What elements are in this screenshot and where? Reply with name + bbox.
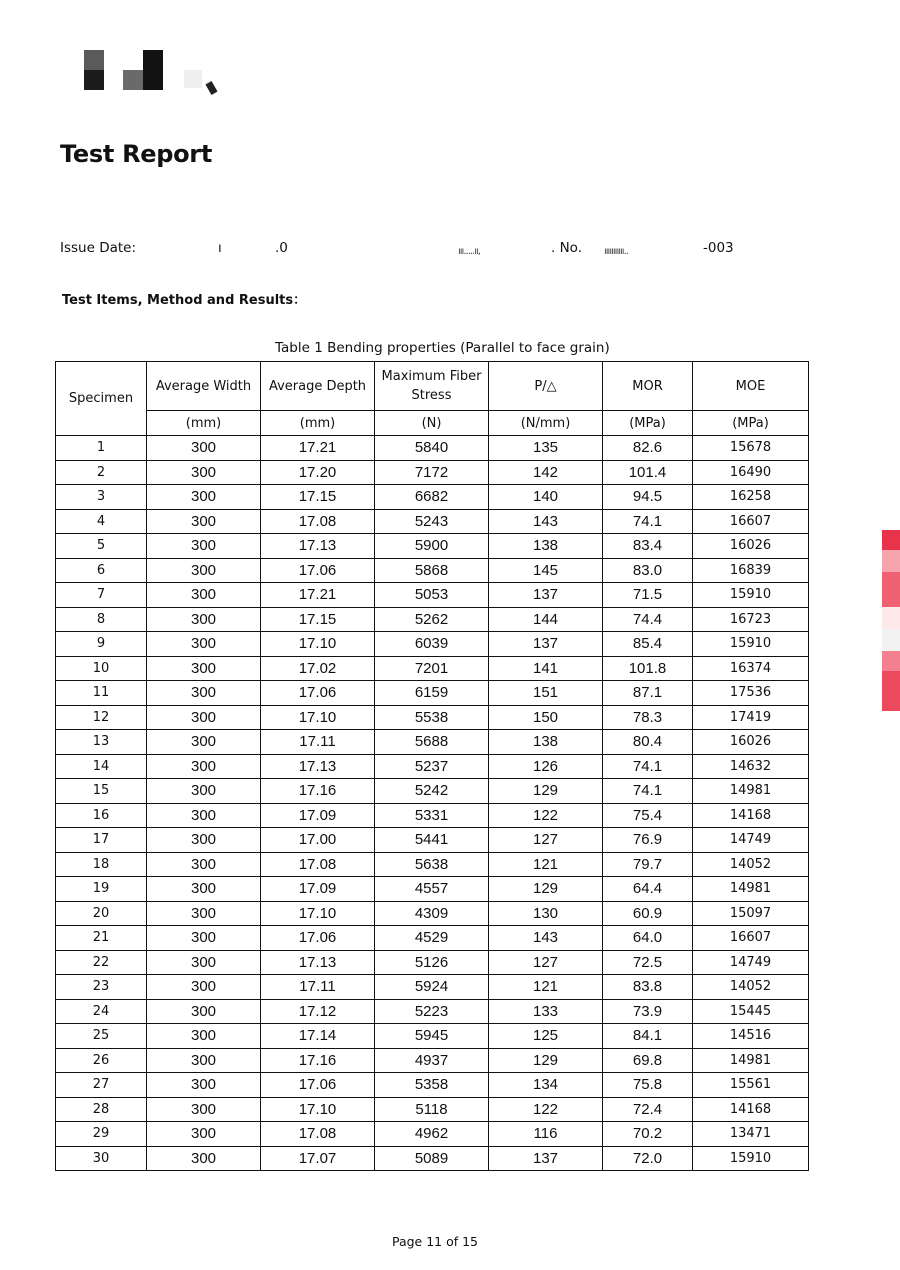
table-row	[56, 1122, 809, 1147]
max-fiber-stress-cell: 5441	[375, 828, 489, 853]
table-row	[56, 436, 809, 461]
max-fiber-stress-cell: 4557	[375, 877, 489, 902]
p-delta-cell: 135	[489, 436, 603, 461]
red-stamp-fragment	[882, 530, 900, 715]
table-row	[56, 730, 809, 755]
average-depth-cell: 17.10	[261, 705, 375, 730]
moe-cell: 14981	[693, 779, 809, 804]
mor-cell: 83.8	[603, 975, 693, 1000]
column-header-average-width: Average Width	[147, 362, 261, 411]
moe-cell: 16026	[693, 534, 809, 559]
max-fiber-stress-cell: 5053	[375, 583, 489, 608]
average-depth-cell: 17.10	[261, 632, 375, 657]
mor-cell: 69.8	[603, 1048, 693, 1073]
p-delta-cell: 151	[489, 681, 603, 706]
specimen-cell: 17	[56, 828, 147, 853]
mor-cell: 78.3	[603, 705, 693, 730]
max-fiber-stress-cell: 5358	[375, 1073, 489, 1098]
p-delta-cell: 130	[489, 901, 603, 926]
column-header-average-depth: Average Depth	[261, 362, 375, 411]
p-delta-cell: 134	[489, 1073, 603, 1098]
moe-cell: 15445	[693, 999, 809, 1024]
mor-cell: 75.8	[603, 1073, 693, 1098]
table-row	[56, 975, 809, 1000]
table-row	[56, 901, 809, 926]
average-depth-cell: 17.08	[261, 509, 375, 534]
moe-cell: 14168	[693, 1097, 809, 1122]
specimen-cell: 1	[56, 436, 147, 461]
mor-cell: 101.8	[603, 656, 693, 681]
average-width-cell: 300	[147, 436, 261, 461]
moe-cell: 16839	[693, 558, 809, 583]
p-delta-cell: 150	[489, 705, 603, 730]
moe-cell: 14516	[693, 1024, 809, 1049]
table-row	[56, 754, 809, 779]
mor-cell: 75.4	[603, 803, 693, 828]
average-width-cell: 300	[147, 509, 261, 534]
max-fiber-stress-cell: 4962	[375, 1122, 489, 1147]
mor-cell: 79.7	[603, 852, 693, 877]
column-header-mor: MOR	[603, 362, 693, 411]
max-fiber-stress-cell: 5243	[375, 509, 489, 534]
table-row	[56, 828, 809, 853]
bending-properties-table	[55, 361, 809, 1171]
issue-date-value-fragment: ı	[218, 240, 222, 256]
report-no-label: . No.	[551, 240, 582, 256]
average-depth-cell: 17.10	[261, 901, 375, 926]
unit-max-fiber-stress: (N)	[375, 411, 489, 436]
moe-cell: 16607	[693, 926, 809, 951]
max-fiber-stress-cell: 5223	[375, 999, 489, 1024]
moe-cell: 14632	[693, 754, 809, 779]
average-depth-cell: 17.07	[261, 1146, 375, 1171]
specimen-cell: 27	[56, 1073, 147, 1098]
moe-cell: 16374	[693, 656, 809, 681]
company-logo	[84, 50, 224, 100]
mor-cell: 72.0	[603, 1146, 693, 1171]
average-depth-cell: 17.20	[261, 460, 375, 485]
p-delta-cell: 121	[489, 852, 603, 877]
mor-cell: 83.4	[603, 534, 693, 559]
max-fiber-stress-cell: 6159	[375, 681, 489, 706]
max-fiber-stress-cell: 4529	[375, 926, 489, 951]
max-fiber-stress-cell: 5262	[375, 607, 489, 632]
mor-cell: 64.4	[603, 877, 693, 902]
table-row	[56, 583, 809, 608]
p-delta-cell: 122	[489, 1097, 603, 1122]
p-delta-cell: 143	[489, 926, 603, 951]
average-width-cell: 300	[147, 681, 261, 706]
average-depth-cell: 17.06	[261, 926, 375, 951]
specimen-cell: 10	[56, 656, 147, 681]
average-depth-cell: 17.08	[261, 852, 375, 877]
max-fiber-stress-cell: 6682	[375, 485, 489, 510]
average-depth-cell: 17.10	[261, 1097, 375, 1122]
report-no-suffix: -003	[703, 240, 734, 256]
issue-date-value-fragment: .0	[275, 240, 288, 256]
average-width-cell: 300	[147, 1146, 261, 1171]
moe-cell: 15561	[693, 1073, 809, 1098]
average-depth-cell: 17.16	[261, 1048, 375, 1073]
specimen-cell: 20	[56, 901, 147, 926]
moe-cell: 16026	[693, 730, 809, 755]
average-depth-cell: 17.14	[261, 1024, 375, 1049]
average-width-cell: 300	[147, 852, 261, 877]
average-width-cell: 300	[147, 975, 261, 1000]
mor-cell: 83.0	[603, 558, 693, 583]
max-fiber-stress-cell: 5126	[375, 950, 489, 975]
average-width-cell: 300	[147, 460, 261, 485]
moe-cell: 16723	[693, 607, 809, 632]
average-width-cell: 300	[147, 950, 261, 975]
p-delta-cell: 137	[489, 632, 603, 657]
average-width-cell: 300	[147, 558, 261, 583]
mor-cell: 94.5	[603, 485, 693, 510]
unit-mor: (MPa)	[603, 411, 693, 436]
max-fiber-stress-cell: 7172	[375, 460, 489, 485]
moe-cell: 17419	[693, 705, 809, 730]
p-delta-cell: 137	[489, 583, 603, 608]
p-delta-cell: 127	[489, 950, 603, 975]
mor-cell: 76.9	[603, 828, 693, 853]
p-delta-cell: 142	[489, 460, 603, 485]
specimen-cell: 29	[56, 1122, 147, 1147]
average-width-cell: 300	[147, 877, 261, 902]
specimen-cell: 18	[56, 852, 147, 877]
p-delta-cell: 145	[489, 558, 603, 583]
max-fiber-stress-cell: 5840	[375, 436, 489, 461]
average-depth-cell: 17.09	[261, 803, 375, 828]
p-delta-cell: 138	[489, 730, 603, 755]
average-width-cell: 300	[147, 779, 261, 804]
average-depth-cell: 17.06	[261, 681, 375, 706]
average-width-cell: 300	[147, 730, 261, 755]
mor-cell: 87.1	[603, 681, 693, 706]
column-header-max-fiber-stress: Maximum Fiber Stress	[375, 362, 489, 411]
p-delta-cell: 126	[489, 754, 603, 779]
max-fiber-stress-cell: 4937	[375, 1048, 489, 1073]
table-row	[56, 1097, 809, 1122]
average-width-cell: 300	[147, 803, 261, 828]
average-width-cell: 300	[147, 1097, 261, 1122]
page-number: Page 11 of 15	[391, 1234, 479, 1249]
specimen-cell: 14	[56, 754, 147, 779]
mor-cell: 71.5	[603, 583, 693, 608]
mor-cell: 72.5	[603, 950, 693, 975]
average-width-cell: 300	[147, 926, 261, 951]
moe-cell: 15678	[693, 436, 809, 461]
moe-cell: 16490	[693, 460, 809, 485]
specimen-cell: 25	[56, 1024, 147, 1049]
unit-average-depth: (mm)	[261, 411, 375, 436]
average-depth-cell: 17.11	[261, 730, 375, 755]
table-row	[56, 607, 809, 632]
p-delta-cell: 121	[489, 975, 603, 1000]
table-row	[56, 926, 809, 951]
average-width-cell: 300	[147, 656, 261, 681]
specimen-cell: 19	[56, 877, 147, 902]
moe-cell: 14749	[693, 950, 809, 975]
table-row	[56, 681, 809, 706]
p-delta-cell: 140	[489, 485, 603, 510]
average-width-cell: 300	[147, 534, 261, 559]
specimen-cell: 5	[56, 534, 147, 559]
max-fiber-stress-cell: 5242	[375, 779, 489, 804]
average-depth-cell: 17.02	[261, 656, 375, 681]
max-fiber-stress-cell: 4309	[375, 901, 489, 926]
table-body	[56, 436, 809, 1171]
mor-cell: 64.0	[603, 926, 693, 951]
unit-p-delta: (N/mm)	[489, 411, 603, 436]
max-fiber-stress-cell: 5089	[375, 1146, 489, 1171]
moe-cell: 15910	[693, 1146, 809, 1171]
p-delta-cell: 129	[489, 1048, 603, 1073]
table-caption: Table 1 Bending properties (Parallel to face grain)	[275, 340, 610, 356]
p-delta-cell: 144	[489, 607, 603, 632]
max-fiber-stress-cell: 5868	[375, 558, 489, 583]
moe-cell: 13471	[693, 1122, 809, 1147]
specimen-cell: 23	[56, 975, 147, 1000]
max-fiber-stress-cell: 5900	[375, 534, 489, 559]
mor-cell: 73.9	[603, 999, 693, 1024]
max-fiber-stress-cell: 6039	[375, 632, 489, 657]
table-row	[56, 1048, 809, 1073]
specimen-cell: 8	[56, 607, 147, 632]
table-row	[56, 803, 809, 828]
table-row	[56, 485, 809, 510]
average-depth-cell: 17.13	[261, 534, 375, 559]
column-header-moe: MOE	[693, 362, 809, 411]
moe-cell: 16607	[693, 509, 809, 534]
unit-moe: (MPa)	[693, 411, 809, 436]
table-row	[56, 1073, 809, 1098]
table-row	[56, 460, 809, 485]
p-delta-cell: 133	[489, 999, 603, 1024]
moe-cell: 16258	[693, 485, 809, 510]
average-depth-cell: 17.08	[261, 1122, 375, 1147]
mor-cell: 82.6	[603, 436, 693, 461]
table-row	[56, 852, 809, 877]
average-width-cell: 300	[147, 705, 261, 730]
mor-cell: 74.4	[603, 607, 693, 632]
max-fiber-stress-cell: 5237	[375, 754, 489, 779]
average-width-cell: 300	[147, 485, 261, 510]
specimen-cell: 26	[56, 1048, 147, 1073]
specimen-cell: 12	[56, 705, 147, 730]
mor-cell: 85.4	[603, 632, 693, 657]
average-width-cell: 300	[147, 754, 261, 779]
average-depth-cell: 17.00	[261, 828, 375, 853]
average-depth-cell: 17.11	[261, 975, 375, 1000]
average-depth-cell: 17.15	[261, 485, 375, 510]
table-row	[56, 509, 809, 534]
reference-redacted: ııı.....ıı,	[458, 246, 480, 257]
p-delta-cell: 122	[489, 803, 603, 828]
specimen-cell: 28	[56, 1097, 147, 1122]
specimen-cell: 6	[56, 558, 147, 583]
table-row	[56, 950, 809, 975]
average-width-cell: 300	[147, 901, 261, 926]
max-fiber-stress-cell: 5118	[375, 1097, 489, 1122]
max-fiber-stress-cell: 5331	[375, 803, 489, 828]
issue-date-label: Issue Date:	[60, 240, 137, 256]
average-depth-cell: 17.13	[261, 754, 375, 779]
p-delta-cell: 141	[489, 656, 603, 681]
average-depth-cell: 17.12	[261, 999, 375, 1024]
specimen-cell: 21	[56, 926, 147, 951]
p-delta-cell: 129	[489, 779, 603, 804]
average-width-cell: 300	[147, 1073, 261, 1098]
mor-cell: 101.4	[603, 460, 693, 485]
p-delta-cell: 143	[489, 509, 603, 534]
moe-cell: 15910	[693, 632, 809, 657]
p-delta-cell: 127	[489, 828, 603, 853]
p-delta-cell: 129	[489, 877, 603, 902]
specimen-cell: 13	[56, 730, 147, 755]
average-depth-cell: 17.15	[261, 607, 375, 632]
mor-cell: 74.1	[603, 779, 693, 804]
column-header-p-delta: P/△	[489, 362, 603, 411]
average-depth-cell: 17.06	[261, 558, 375, 583]
average-depth-cell: 17.16	[261, 779, 375, 804]
average-width-cell: 300	[147, 583, 261, 608]
mor-cell: 84.1	[603, 1024, 693, 1049]
mor-cell: 60.9	[603, 901, 693, 926]
moe-cell: 17536	[693, 681, 809, 706]
p-delta-cell: 138	[489, 534, 603, 559]
table-row	[56, 1146, 809, 1171]
specimen-cell: 11	[56, 681, 147, 706]
table-row	[56, 779, 809, 804]
unit-average-width: (mm)	[147, 411, 261, 436]
max-fiber-stress-cell: 5688	[375, 730, 489, 755]
table-row	[56, 705, 809, 730]
average-width-cell: 300	[147, 1024, 261, 1049]
table-row	[56, 999, 809, 1024]
average-width-cell: 300	[147, 999, 261, 1024]
p-delta-cell: 125	[489, 1024, 603, 1049]
max-fiber-stress-cell: 5924	[375, 975, 489, 1000]
average-width-cell: 300	[147, 1122, 261, 1147]
average-width-cell: 300	[147, 1048, 261, 1073]
moe-cell: 14981	[693, 877, 809, 902]
p-delta-cell: 116	[489, 1122, 603, 1147]
max-fiber-stress-cell: 7201	[375, 656, 489, 681]
specimen-cell: 3	[56, 485, 147, 510]
max-fiber-stress-cell: 5945	[375, 1024, 489, 1049]
report-no-redacted: ııııııııııı..	[604, 246, 628, 257]
moe-cell: 14981	[693, 1048, 809, 1073]
table-row	[56, 632, 809, 657]
specimen-cell: 7	[56, 583, 147, 608]
specimen-cell: 24	[56, 999, 147, 1024]
mor-cell: 74.1	[603, 754, 693, 779]
moe-cell: 15097	[693, 901, 809, 926]
average-depth-cell: 17.21	[261, 436, 375, 461]
column-header-specimen: Specimen	[56, 362, 147, 436]
specimen-cell: 30	[56, 1146, 147, 1171]
max-fiber-stress-cell: 5638	[375, 852, 489, 877]
average-width-cell: 300	[147, 607, 261, 632]
specimen-cell: 16	[56, 803, 147, 828]
table-row	[56, 656, 809, 681]
average-depth-cell: 17.13	[261, 950, 375, 975]
average-width-cell: 300	[147, 828, 261, 853]
specimen-cell: 4	[56, 509, 147, 534]
average-depth-cell: 17.09	[261, 877, 375, 902]
table-row	[56, 534, 809, 559]
average-depth-cell: 17.06	[261, 1073, 375, 1098]
mor-cell: 72.4	[603, 1097, 693, 1122]
table-row	[56, 877, 809, 902]
report-title: Test Report	[60, 140, 213, 168]
mor-cell: 80.4	[603, 730, 693, 755]
table-row	[56, 1024, 809, 1049]
average-width-cell: 300	[147, 632, 261, 657]
specimen-cell: 15	[56, 779, 147, 804]
mor-cell: 74.1	[603, 509, 693, 534]
moe-cell: 14168	[693, 803, 809, 828]
section-heading: Test Items, Method and Results：	[62, 293, 307, 308]
specimen-cell: 9	[56, 632, 147, 657]
specimen-cell: 22	[56, 950, 147, 975]
moe-cell: 14052	[693, 852, 809, 877]
moe-cell: 14749	[693, 828, 809, 853]
mor-cell: 70.2	[603, 1122, 693, 1147]
table-row	[56, 558, 809, 583]
moe-cell: 14052	[693, 975, 809, 1000]
max-fiber-stress-cell: 5538	[375, 705, 489, 730]
average-depth-cell: 17.21	[261, 583, 375, 608]
p-delta-cell: 137	[489, 1146, 603, 1171]
specimen-cell: 2	[56, 460, 147, 485]
moe-cell: 15910	[693, 583, 809, 608]
